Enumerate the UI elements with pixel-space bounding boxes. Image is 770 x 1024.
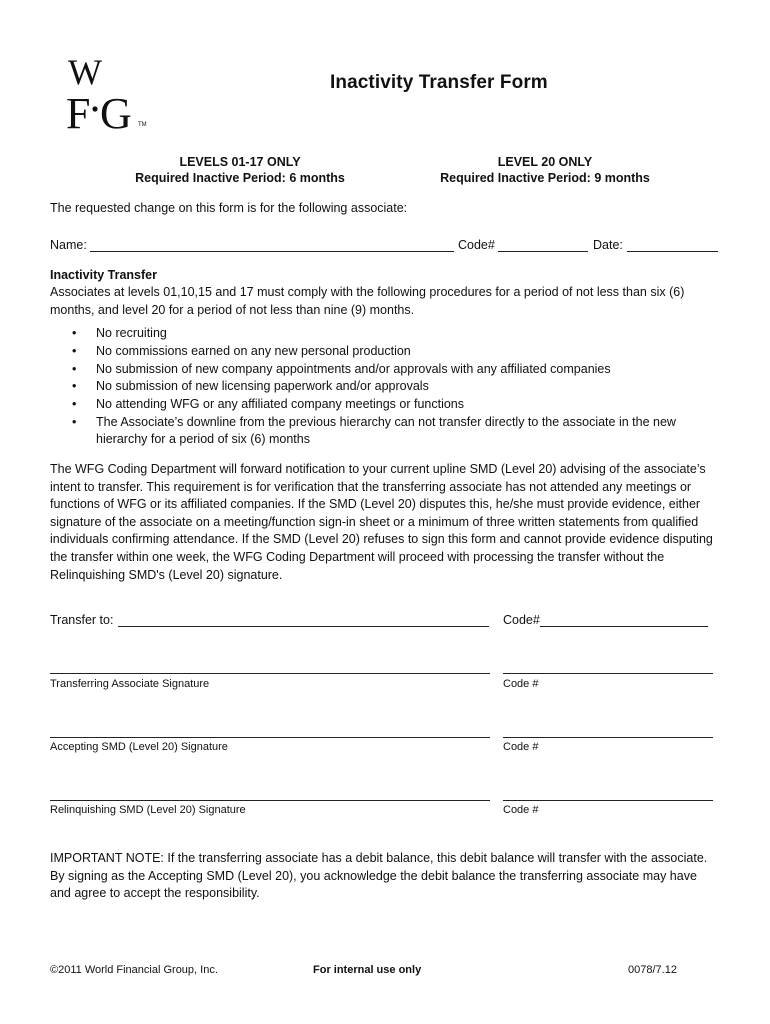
relinquishing-smd-signature-field[interactable] [50, 799, 490, 801]
paragraph-line: signature of the associate on a meeting/function sign-in sheet or a minimum of three written statements from qualified [50, 514, 699, 529]
inactivity-text [50, 284, 740, 319]
level-20-period: Required Inactive Period: 9 months [440, 171, 650, 185]
footer-internal-use: For internal use only [313, 964, 422, 976]
paragraph-line: Relinquishing SMD's (Level 20) signature. [50, 567, 283, 582]
footer-copyright: ©2011 World Financial Group, Inc. [50, 964, 218, 976]
svg-text:F: F [66, 89, 91, 134]
note-line: By signing as the Accepting SMD (Level 20), you acknowledge the debit balance the transferring associate may have [50, 868, 697, 883]
transferring-associate-code-field[interactable] [503, 672, 713, 674]
transfer-code-field[interactable] [540, 625, 708, 627]
intro-text: The requested change on this form is for the following associate: [50, 201, 408, 215]
page-title: Inactivity Transfer Form [330, 72, 548, 93]
list-item: • No recruiting [50, 325, 740, 343]
name-field[interactable] [90, 250, 454, 252]
paragraph-line: intent to transfer. This requirement is for verification that the transferring associate has not attended any meetings or [50, 479, 692, 494]
wfg-logo [66, 54, 152, 134]
list-item: • The Associate’s downline from the previous hierarchy can not transfer directly to the associate in the new [50, 414, 740, 432]
accepting-smd-signature-field[interactable] [50, 736, 490, 738]
transferring-associate-signature-field[interactable] [50, 672, 490, 674]
paragraph-line: the transfer within one week, the WFG Coding Department will proceed with processing the transfer without the [50, 549, 665, 564]
restrictions-list [50, 325, 740, 449]
associate-code-label: Code# [458, 238, 495, 252]
coding-department-paragraph [50, 461, 750, 584]
date-label: Date: [593, 238, 623, 252]
svg-text:G: G [100, 89, 132, 134]
list-item: • No attending WFG or any affiliated company meetings or functions [50, 396, 740, 414]
paragraph-line: The WFG Coding Department will forward notification to your current upline SMD (Level 20) advising of the associate’s [50, 462, 706, 476]
accepting-smd-code-label: Code # [503, 741, 539, 753]
paragraph-line: functions of WFG or its affiliated companies. If the SMD (Level 20) disputes this, he/she must provide evidence, either [50, 497, 701, 512]
date-field[interactable] [627, 250, 718, 252]
note-line: IMPORTANT NOTE: If the transferring associate has a debit balance, this debit balance will transfer with the associate. [50, 851, 708, 865]
levels-01-17-period: Required Inactive Period: 6 months [135, 171, 345, 185]
trademark-mark: TM [138, 122, 147, 128]
associate-code-field[interactable] [498, 250, 588, 252]
accepting-smd-signature-label: Accepting SMD (Level 20) Signature [50, 741, 228, 753]
levels-01-17-block [90, 154, 390, 186]
list-item-continuation: hierarchy for a period of six (6) months [96, 431, 310, 446]
list-item: • No submission of new licensing paperwork and/or approvals [50, 378, 740, 396]
transfer-to-label: Transfer to: [50, 613, 114, 627]
footer-form-number: 0078/7.12 [628, 964, 677, 976]
svg-text:W: W [68, 54, 98, 92]
transferring-associate-signature-label: Transferring Associate Signature [50, 678, 210, 690]
name-label: Name: [50, 238, 87, 252]
list-item: • No submission of new company appointments and/or approvals with any affiliated companies [50, 361, 740, 379]
transfer-to-field[interactable] [118, 625, 489, 627]
level-20-block [420, 154, 670, 186]
relinquishing-smd-code-field[interactable] [503, 799, 713, 801]
transferring-associate-code-label: Code # [503, 678, 539, 690]
inactivity-text-line: Associates at levels 01,10,15 and 17 must comply with the following procedures for a period of not less than six (6) [50, 285, 685, 299]
levels-01-17-heading: LEVELS 01-17 ONLY [179, 155, 301, 169]
inactivity-text-line: months, and level 20 for a period of not less than nine (9) months. [50, 302, 415, 317]
important-note [50, 850, 760, 903]
inactivity-heading: Inactivity Transfer [50, 268, 157, 282]
transfer-code-label: Code# [503, 613, 540, 627]
list-item: • No commissions earned on any new personal production [50, 343, 740, 361]
note-line: and agree to accept the responsibility. [50, 886, 260, 901]
accepting-smd-code-field[interactable] [503, 736, 713, 738]
relinquishing-smd-code-label: Code # [503, 804, 539, 816]
level-20-heading: LEVEL 20 ONLY [497, 155, 593, 169]
relinquishing-smd-signature-label: Relinquishing SMD (Level 20) Signature [50, 804, 246, 816]
paragraph-line: individuals confirming attendance. If the SMD (Level 20) refuses to sign this form and cannot provide evidence disputing [50, 532, 713, 547]
